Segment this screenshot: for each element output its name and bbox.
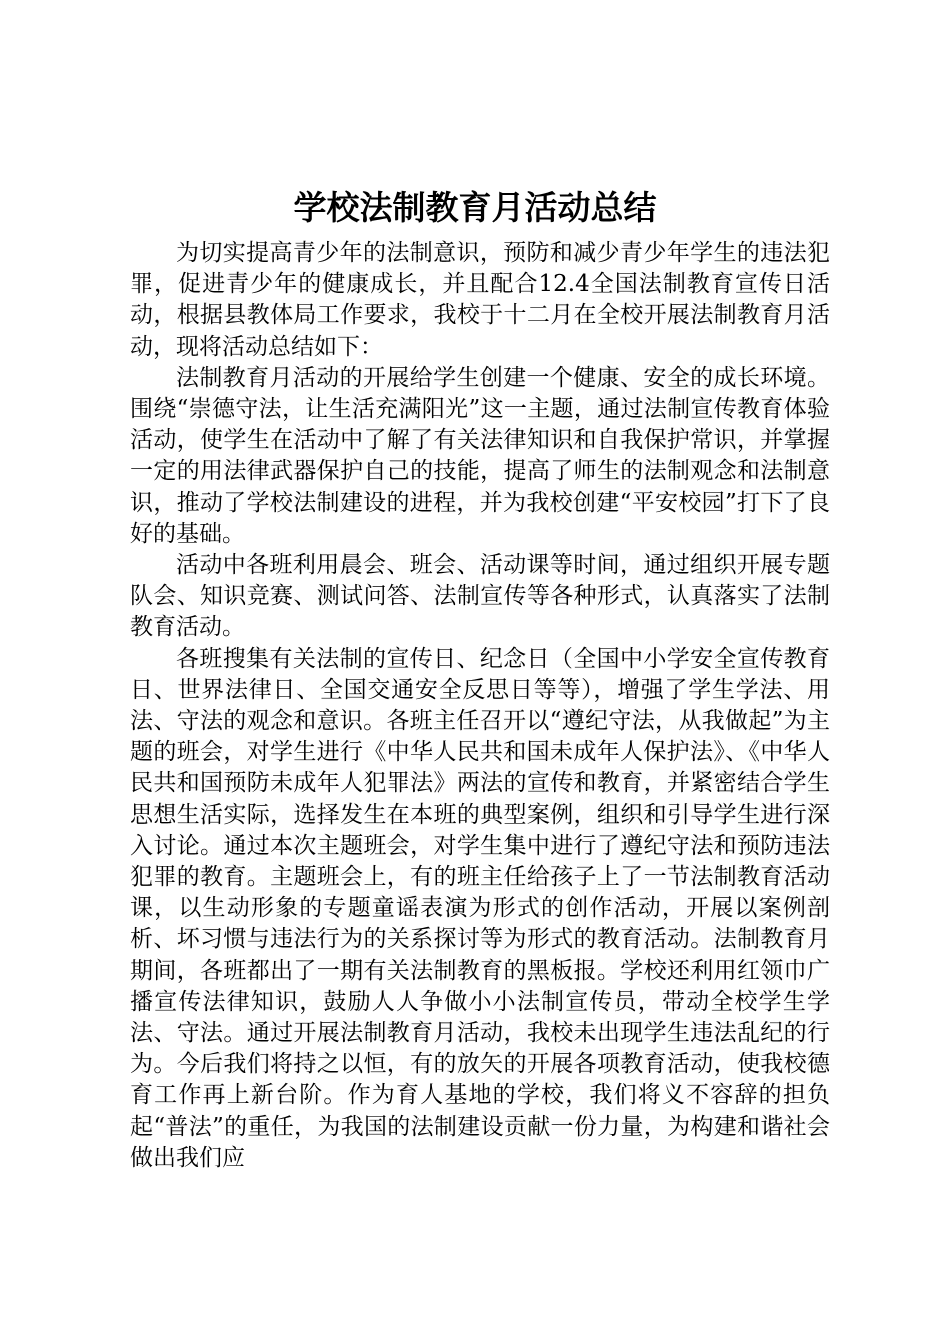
paragraph-class-details: 各班搜集有关法制的宣传日、纪念日（全国中小学安全宣传教育日、世界法律日、全国交通安全反思日等等），增强了学生学法、用法、守法的观念和意识。各班主任召开以“遵纪守法，从我做起”为主题的班会，对学生进行《中华人民共和国未成年人保护法》、《中华人民共和国预防未成年人犯罪法》两法的宣传和教育，并紧密结合学生思想生活实际，选择发生在本班的典型案例，组织和引导学生进行深入讨论。通过本次主题班会，对学生集中进行了遵纪守法和预防违法犯罪的教育。主题班会上，有的班主任给孩子上了一节法制教育活动课，以生动形象的专题童谣表演为形式的创作活动，开展以案例剖析、坏习惯与违法行为的关系探讨等为形式的教育活动。法制教育月期间，各班都出了一期有关法制教育的黑板报。学校还利用红领巾广播宣传法律知识，鼓励人人争做小小法制宣传员，带动全校学生学法、守法。通过开展法制教育月活动，我校未出现学生违法乱纪的行为。今后我们将持之以恒，有的放矢的开展各项教育活动，使我校德育工作再上新台阶。作为育人基地的学校，我们将义不容辞的担负起“普法”的重任，为我国的法制建设贡献一份力量，为构建和谐社会做出我们应 <box>130 645 830 1171</box>
paragraph-intro: 为切实提高青少年的法制意识，预防和减少青少年学生的违法犯罪，促进青少年的健康成长，并且配合12.4全国法制教育宣传日活动，根据县教体局工作要求，我校于十二月在全校开展法制教育月活动，现将活动总结如下： <box>130 240 830 360</box>
paragraph-environment: 法制教育月活动的开展给学生创建一个健康、安全的成长环境。围绕“崇德守法，让生活充满阳光”这一主题，通过法制宣传教育体验活动，使学生在活动中了解了有关法律知识和自我保护常识，并掌握一定的用法律武器保护自己的技能，提高了师生的法制观念和法制意识，推动了学校法制建设的进程，并为我校创建“平安校园”打下了良好的基础。 <box>130 364 830 547</box>
document-title: 学校法制教育月活动总结 <box>293 188 657 227</box>
paragraph-activities: 活动中各班利用晨会、班会、活动课等时间，通过组织开展专题队会、知识竞赛、测试问答、法制宣传等各种形式，认真落实了法制教育活动。 <box>130 552 830 641</box>
document-body <box>130 238 830 1174</box>
